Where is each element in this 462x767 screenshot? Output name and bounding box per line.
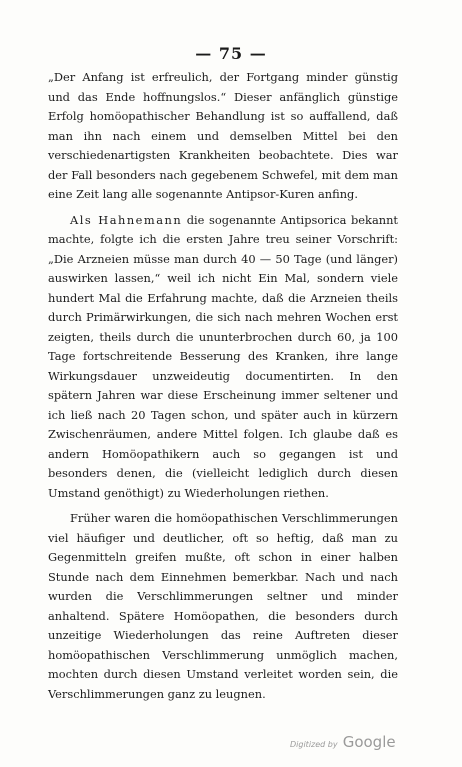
paragraph-3	[48, 509, 398, 704]
watermark-prefix: Digitized by	[290, 740, 338, 749]
paragraph-2-lead: Als Hahnemann	[70, 212, 183, 227]
paragraph-1	[48, 68, 398, 205]
paragraph-2	[48, 211, 398, 504]
body-text	[48, 68, 398, 704]
paragraph-3-text: Früher waren die homöopathischen Verschlimmerungen viel häufiger und deutlicher, oft so heftig, daß man zu Gegenmitteln greifen mußte, oft schon in einer halben Stunde nach dem Einnehmen bemerkbar. Nach und nach wurden die Verschlimmerungen seltner und minder anhaltend. Spätere Homöopathen, die besonders durch unzeitige Wiederholungen das reine Auftreten dieser homöopathischen Verschlimmerung unmöglich machen, mochten durch diesen Umstand verleitet worden sein, die Verschlimmerungen ganz zu leugnen.	[48, 511, 398, 701]
paragraph-1-text: „Der Anfang ist erfreulich, der Fortgang minder günstig und das Ende hoffnungslos.“ Dieser anfänglich günstige Erfolg homöopathischer Behandlung ist so auffallend, daß man ihn nach einem und demselben Mittel bei den verschiedenartigsten Krankheiten beobachtete. Dies war der Fall besonders nach gegebenem Schwefel, mit dem man eine Zeit lang alle sogenannte Antipsor-Kuren anfing.	[48, 70, 398, 201]
google-logo: Google	[342, 733, 396, 751]
page-number: — 75 —	[195, 44, 267, 63]
digitized-watermark	[290, 732, 396, 751]
paragraph-2-text: die sogenannte Antipsorica bekannt machte, folgte ich die ersten Jahre treu seiner Vorschrift: „Die Arzneien müsse man durch 40 — 50 Tage (und länger) auswirken lassen,“ weil ich nicht Ein Mal, sondern viele hundert Mal die Erfahrung machte, daß die Arzneien theils durch Primärwirkungen, die sich nach mehren Wochen erst zeigten, theils durch die ununterbrochen durch 60, ja 100 Tage fortschreitende Besserung des Kranken, ihre lange Wirkungsdauer unzweideutig documentirten. In den spätern Jahren war diese Erscheinung immer seltener und ich ließ nach 20 Tagen schon, und später auch in kürzern Zwischenräumen, andere Mittel folgen. Ich glaube daß es andern Homöopathikern auch so gegangen ist und besonders denen, die (vielleicht lediglich durch diesen Umstand genöthigt) zu Wiederholungen riethen.	[48, 212, 398, 500]
